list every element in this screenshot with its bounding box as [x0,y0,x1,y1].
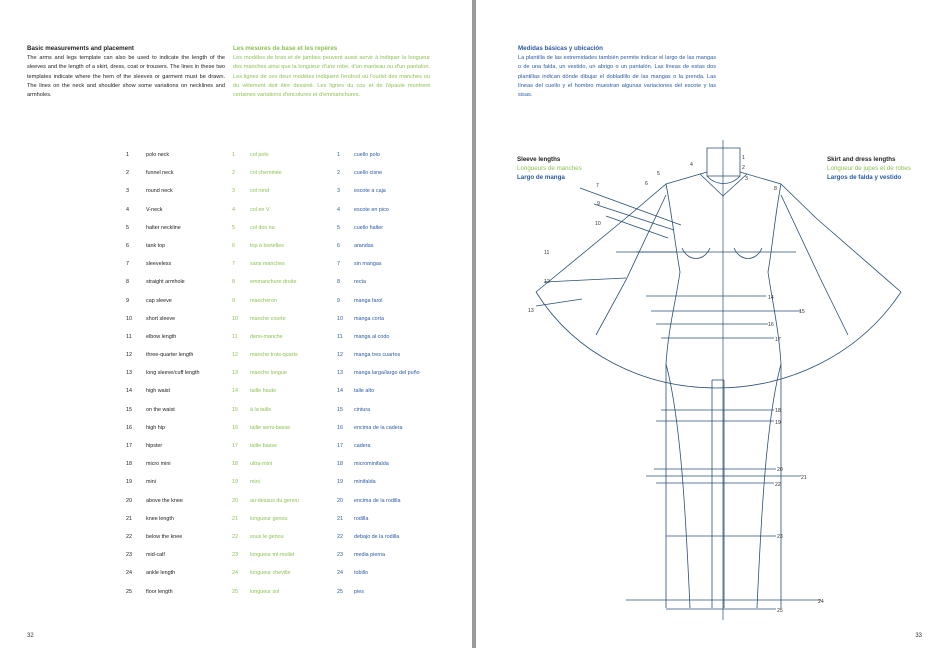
term-fr: manche longue [250,370,287,377]
number-en: 3 [126,188,129,195]
number-es: 1 [337,152,340,158]
term-es: media pierna [354,552,386,559]
diagram-label: 18 [775,408,781,414]
term-en: below the knee [146,533,183,540]
number-en: 18 [126,461,132,468]
term-en: three-quarter length [146,352,194,359]
number-es: 7 [337,261,340,268]
number-en: 1 [126,152,129,158]
diagram-label: 8 [774,186,777,192]
number-es: 23 [337,552,343,559]
term-es: cuello halter [354,224,384,231]
diagram-label: 16 [768,322,774,328]
number-es: 16 [337,424,343,431]
number-es: 17 [337,443,343,449]
figure-outline [536,148,901,608]
term-en: cap sleeve [146,297,172,304]
number-es: 6 [337,242,340,249]
diagram-label: 9 [597,201,600,207]
term-es: cadera [354,443,371,449]
skirt-legend-es: Largos de falda y vestido [827,174,902,181]
term-fr: manche trois-quarts [250,352,298,359]
term-fr: mancheron [250,297,277,304]
term-en: on the waist [146,406,175,413]
term-en: tank top [146,242,166,249]
number-en: 10 [126,315,132,322]
number-fr: 22 [232,533,238,540]
number-en: 15 [126,406,132,413]
term-en: above the knee [146,497,183,504]
number-es: 21 [337,515,343,522]
diagram-label: 21 [801,475,807,481]
diagram-label: 3 [745,176,748,182]
term-es: cuello polo [354,152,380,158]
spanish-body: La plantilla de las extremidades también permite indicar el largo de las mangas o de una falda, un vestido, un abrigo o un pantalón. Las líneas de estas dos plantillas indican dónde dibujar el dobladillo de las mangas o la prenda. Las líneas del cuello y el hombro muestran algunas variaciones del escote y las sisas. [518,55,716,99]
number-fr: 10 [232,315,238,322]
term-en: polo neck [146,152,170,158]
number-es: 3 [337,188,340,195]
diagram-label: 25 [777,608,783,614]
term-es: cuello cisne [354,170,383,177]
term-fr: col polo [250,152,269,158]
term-en: mini [146,479,156,486]
term-fr: taille basse [250,443,277,449]
number-fr: 12 [232,352,238,359]
left-page [0,0,472,648]
number-es: 4 [337,206,340,213]
term-fr: col dos nu [250,224,275,231]
number-es: 24 [337,570,343,577]
term-es: cintura [354,406,371,413]
term-en: straight armhole [146,279,185,286]
term-es: pies [354,588,364,595]
number-en: 14 [126,388,132,395]
term-en: ankle length [146,570,176,577]
diagram-label: 5 [657,171,660,177]
number-es: 12 [337,352,343,359]
term-en: mid-calf [146,552,165,559]
number-es: 22 [337,533,343,540]
term-es: talle alto [354,388,375,395]
term-en: knee length [146,515,174,522]
term-fr: demi-manche [250,333,283,340]
term-es: tobillo [354,570,369,577]
number-fr: 13 [232,370,238,377]
number-fr: 23 [232,552,238,559]
number-fr: 24 [232,570,238,577]
term-fr: sous le genou [250,533,284,540]
number-en: 24 [126,570,132,577]
number-en: 5 [126,224,129,231]
term-en: long sleeve/cuff length [146,370,200,377]
number-fr: 6 [232,242,235,249]
diagram-label: 24 [818,599,824,605]
number-en: 6 [126,242,129,249]
skirt-legend-fr: Longueur de jupes et de robes [827,165,911,172]
term-es: manga larga/largo del puño [354,370,420,377]
diagram-label: 1 [742,155,745,161]
term-en: V-neck [146,206,163,213]
term-es: escote en pico [354,206,389,213]
term-es: manga farol [354,297,383,304]
number-en: 25 [126,588,132,595]
number-en: 11 [126,333,132,340]
term-es: debajo de la rodilla [354,533,400,540]
number-es: 10 [337,315,343,322]
sleeve-legend-fr: Longueurs de manches [517,165,582,172]
page-number-right: 33 [915,633,922,639]
term-fr: col rond [250,188,270,195]
number-fr: 11 [232,333,238,340]
term-es: manga corta [354,315,384,322]
french-title: Les mesures de base et les repères [233,45,338,52]
term-fr: col en V [250,206,270,213]
number-fr: 4 [232,206,235,213]
term-fr: longueur mi-mollet [250,552,295,559]
diagram-label: 2 [742,165,745,171]
term-fr: longueur cheville [250,570,291,577]
number-en: 9 [126,297,129,304]
number-en: 13 [126,370,132,377]
number-fr: 8 [232,279,235,286]
diagram-label: 13 [528,308,534,314]
diagram-label: 12 [544,279,550,285]
number-fr: 9 [232,297,235,304]
number-es: 2 [337,170,340,177]
number-es: 5 [337,224,340,231]
term-es: encima de la cadera [354,424,403,431]
term-fr: mini [250,479,260,486]
term-fr: emmanchure droite [250,279,297,286]
term-en: short sleeve [146,315,176,322]
diagram-label: 15 [799,309,805,315]
number-en: 2 [126,170,129,177]
number-es: 11 [337,333,343,340]
number-fr: 25 [232,588,238,595]
french-body: Les modèles de bras et de jambes peuvent aussi servir à indiquer la longueur des manches ainsi que la longueur d'une robe, d'un manteau ou d'un pantalon. Les lignes de ces deux modèles indiquent l'endroit où l'ourlet des manches ou du vêtement doit être dessiné. Les lignes du cou et de l'épaule montrent certaines variations d'encolures et d'emmanchures. [233,55,430,99]
term-en: high hip [146,424,165,431]
term-fr: au-dessus du genou [250,497,299,504]
term-es: sin mangas [354,261,382,268]
number-fr: 19 [232,479,238,486]
term-en: elbow length [146,333,177,340]
sleeve-legend-en: Sleeve lengths [517,156,561,163]
diagram-label: 19 [775,420,781,426]
term-es: manga tres cuartos [354,352,401,359]
term-fr: sans manches [250,261,285,268]
diagram-label: 22 [775,482,781,488]
number-en: 23 [126,552,132,559]
number-fr: 2 [232,170,235,177]
skirt-legend-en: Skirt and dress lengths [827,156,896,163]
term-es: manga al codo [354,333,390,340]
diagram-label: 10 [595,221,601,227]
number-es: 25 [337,588,343,595]
term-es: microminifalda [354,461,389,468]
number-es: 19 [337,479,343,486]
diagram-label: 14 [768,295,774,301]
number-es: 9 [337,297,340,304]
number-fr: 18 [232,461,238,468]
term-en: floor length [146,588,173,595]
term-es: encima de la rodilla [354,497,401,504]
right-page [476,0,949,648]
diagram-label: 23 [777,534,783,540]
number-en: 21 [126,515,132,522]
number-fr: 5 [232,224,235,231]
term-en: high waist [146,388,170,395]
term-es: arandas [354,242,374,249]
number-en: 22 [126,533,132,540]
term-fr: ultra-mini [250,461,273,468]
diagram-label: 6 [645,181,648,187]
number-fr: 20 [232,497,238,504]
diagram-label: 7 [596,183,599,189]
term-es: escote a caja [354,188,386,195]
number-es: 13 [337,370,343,377]
diagram-label: 4 [690,162,693,168]
term-fr: à la taille [250,406,272,413]
english-title: Basic measurements and placement [27,45,134,52]
term-fr: longueur sol [250,588,280,595]
term-fr: manche courte [250,315,286,322]
page-number-left: 32 [27,633,34,639]
term-en: hipster [146,443,163,449]
term-fr: col cheminée [250,170,282,177]
diagram-label: 20 [777,467,783,473]
term-es: recta [354,279,366,286]
number-fr: 15 [232,406,238,413]
number-en: 7 [126,261,129,268]
term-fr: taille haute [250,388,277,395]
term-en: round neck [146,188,173,195]
figure-template-diagram [476,0,949,648]
term-fr: longueur genou [250,515,288,522]
number-fr: 14 [232,388,238,395]
term-en: sleeveless [146,261,172,268]
number-es: 8 [337,279,340,286]
number-en: 16 [126,424,132,431]
number-en: 20 [126,497,132,504]
number-fr: 16 [232,424,238,431]
term-en: halter neckline [146,224,181,231]
number-es: 20 [337,497,343,504]
diagram-label: 11 [544,250,550,256]
number-es: 18 [337,461,343,468]
number-fr: 21 [232,515,238,522]
spanish-title: Medidas básicas y ubicación [518,45,603,52]
number-en: 8 [126,279,129,286]
number-fr: 3 [232,188,235,195]
number-en: 19 [126,479,132,486]
number-fr: 1 [232,152,235,158]
number-fr: 7 [232,261,235,268]
number-es: 14 [337,388,343,395]
term-es: minifalda [354,479,376,486]
number-en: 4 [126,206,129,213]
diagram-label: 17 [775,337,781,343]
number-es: 15 [337,406,343,413]
number-en: 17 [126,443,132,449]
term-fr: top à bretelles [250,242,284,249]
number-en: 12 [126,352,132,359]
number-fr: 17 [232,443,238,449]
term-en: funnel neck [146,170,174,177]
term-en: micro mini [146,461,171,468]
english-body: The arms and legs template can also be used to indicate the length of the sleeves and the length of a skirt, dress, coat or trousers. The lines in these two templates indicate where the hem of the sleeves or garment must be drawn. The lines on the neck and shoulder show some variations on necklines and armholes. [27,55,225,99]
term-fr: taille semi-basse [250,424,291,431]
term-es: rodilla [354,515,369,522]
sleeve-legend-es: Largo de manga [517,174,565,181]
